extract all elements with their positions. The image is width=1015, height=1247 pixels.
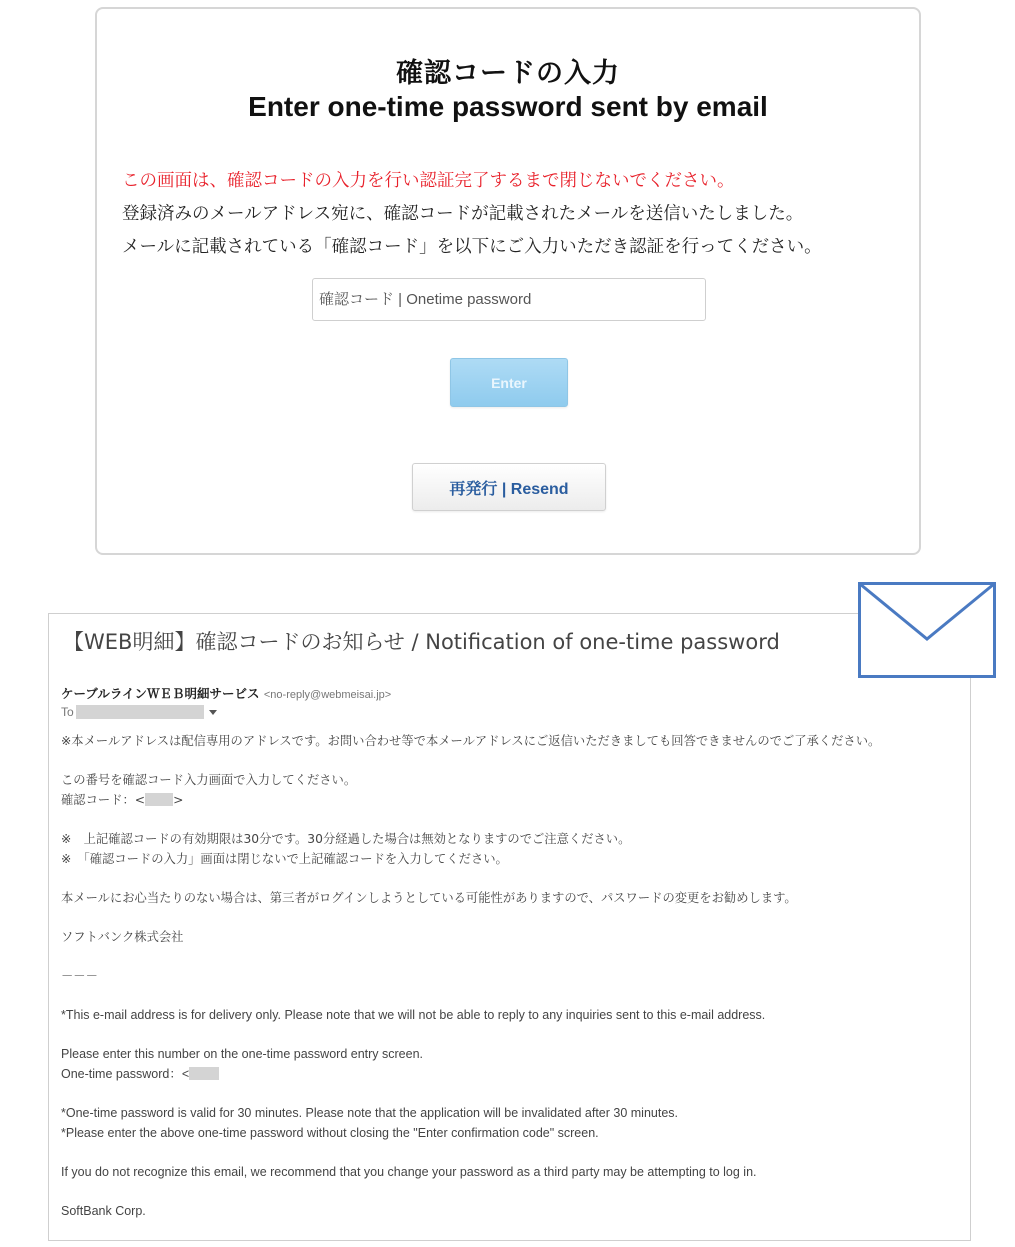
sender-address: <no-reply@webmeisai.jp> xyxy=(263,689,392,701)
instruction-message xyxy=(122,165,909,264)
body-ja-note-1: ※ 上記確認コードの有効期限は30分です。30分経過した場合は無効となりますのでご注意ください。 xyxy=(61,832,631,846)
body-en-code xyxy=(61,1064,964,1084)
code-end: > xyxy=(173,793,184,807)
body-en-note-1: *One-time password is valid for 30 minutes. Please note that the application will be invalidated after 30 minutes. xyxy=(61,1106,678,1120)
body-en-note-2: *Please enter the above one-time password without closing the "Enter confirmation code" screen. xyxy=(61,1126,599,1140)
redacted-recipient xyxy=(76,705,204,719)
instruction-line-2: メールに記載されている「確認コード」を以下にご入力いただき認証を行ってください。 xyxy=(122,237,822,257)
page-title-ja: 確認コードの入力 xyxy=(396,58,620,89)
envelope-icon xyxy=(858,582,996,678)
body-ja-code xyxy=(61,790,964,810)
body-separator: －－－ xyxy=(61,969,98,983)
email-body xyxy=(61,731,964,1221)
body-ja-company: ソフトバンク株式会社 xyxy=(61,930,184,944)
email-subject: 【WEB明細】確認コードのお知らせ / Notification of one-time password xyxy=(63,630,780,654)
body-ja-note-2: ※ 「確認コードの入力」画面は閉じないで上記確認コードを入力してください。 xyxy=(61,852,508,866)
instruction-line-1: 登録済みのメールアドレス宛に、確認コードが記載されたメールを送信いたしました。 xyxy=(122,204,804,224)
body-ja-notice: ※本メールアドレスは配信専用のアドレスです。お問い合わせ等で本メールアドレスにご返信いただきましても回答できませんのでご了承ください。 xyxy=(61,734,881,748)
sender-name: ケーブルラインＷＥＢ明細サービス xyxy=(61,686,260,701)
page-title-en: Enter one-time password sent by email xyxy=(248,91,768,122)
redacted-code-en xyxy=(189,1067,219,1080)
email-sender xyxy=(61,684,391,702)
resend-button[interactable]: 再発行 | Resend xyxy=(412,463,606,511)
code-label: 確認コード：< xyxy=(61,793,146,807)
body-en-warning: If you do not recognize this email, we recommend that you change your password as a third party may be attempting to log in. xyxy=(61,1165,757,1179)
to-label: To xyxy=(61,705,74,719)
email-recipient[interactable] xyxy=(61,705,217,719)
close-warning-text: この画面は、確認コードの入力を行い認証完了するまで閉じないでください。 xyxy=(122,171,735,191)
body-en-company: SoftBank Corp. xyxy=(61,1204,146,1218)
otp-entry-card xyxy=(95,7,921,555)
enter-button[interactable]: Enter xyxy=(450,358,568,407)
email-preview xyxy=(48,613,971,1241)
body-en-notice: *This e-mail address is for delivery only. Please note that we will not be able to reply to any inquiries sent to this e-mail address. xyxy=(61,1008,766,1022)
otp-input[interactable] xyxy=(312,278,706,321)
body-ja-warning: 本メールにお心当たりのない場合は、第三者がログインしようとしている可能性がありますので、パスワードの変更をお勧めします。 xyxy=(61,891,797,905)
en-code-label: One-time password：< xyxy=(61,1067,190,1081)
body-en-enter: Please enter this number on the one-time password entry screen. xyxy=(61,1047,423,1061)
redacted-code xyxy=(145,793,173,806)
chevron-down-icon[interactable] xyxy=(209,710,217,715)
body-ja-enter: この番号を確認コード入力画面で入力してください。 xyxy=(61,773,357,787)
